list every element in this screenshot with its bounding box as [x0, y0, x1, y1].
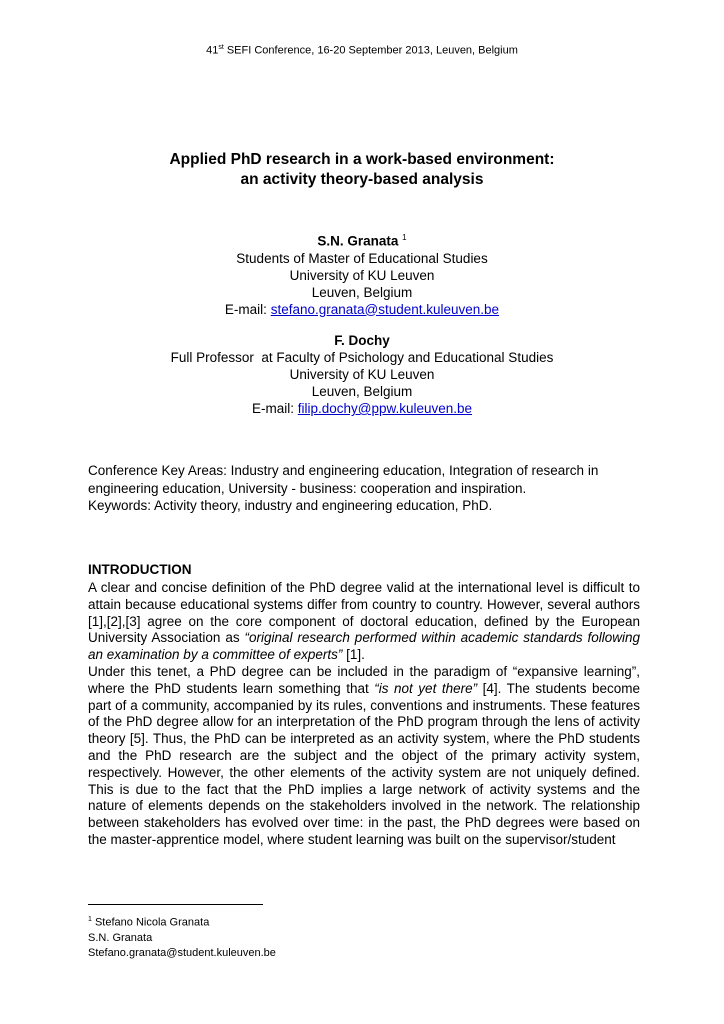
paper-title: [0, 150, 724, 190]
footnote-marker: 1: [402, 233, 407, 242]
section-heading-introduction: INTRODUCTION: [88, 562, 192, 577]
footnote-mark: 1: [88, 916, 92, 923]
paragraph-text: A clear and concise definition of the PhD degree valid at the international level is difficult to attain because educational systems differ from country to country. However, several authors [1],[2],[3] agree on the core component of doctoral education, defined by the European University Association as: [88, 580, 640, 646]
paper-metadata: [88, 462, 640, 515]
author-affiliation: Full Professor at Faculty of Psichology and Educational Studies: [170, 350, 554, 365]
author-email-link[interactable]: filip.dochy@ppw.kuleuven.be: [297, 401, 473, 416]
footnote-line-3: Stefano.granata@student.kuleuven.be: [88, 946, 276, 959]
keywords: Keywords: Activity theory, industry and engineering education, PhD.: [88, 498, 493, 513]
author-email-line: [0, 301, 724, 318]
quotation: “is not yet there”: [374, 680, 478, 696]
title-line-2: an activity theory-based analysis: [240, 171, 484, 188]
author-block-2: [0, 332, 724, 417]
conference-number: 41: [206, 44, 219, 57]
email-label: E-mail:: [251, 401, 298, 416]
paragraph: [88, 664, 640, 849]
footnote-text: Stefano Nicola Granata: [91, 916, 210, 929]
author-university: University of KU Leuven: [289, 367, 435, 382]
paragraph: [88, 580, 640, 664]
author-location: Leuven, Belgium: [311, 284, 413, 300]
paragraph-text: Under this tenet, a PhD degree can be included in the paradigm of “expansive learning”, where the PhD students learn something that: [88, 663, 640, 696]
quotation: “original research performed within academic standards following an examination by a committee of experts”: [88, 630, 641, 663]
conference-key-areas: Conference Key Areas: Industry and engineering education, Integration of research in engineering education, University - business: cooperation and inspiration.: [88, 463, 599, 496]
conference-ordinal: st: [218, 44, 224, 51]
footnote-divider: [88, 904, 263, 905]
author-email-link[interactable]: stefano.granata@student.kuleuven.be: [270, 301, 500, 317]
footnote-line-1: [88, 912, 276, 931]
introduction-body: [88, 580, 640, 849]
email-label: E-mail:: [224, 301, 271, 317]
conference-details: SEFI Conference, 16-20 September 2013, Leuven, Belgium: [223, 44, 518, 57]
author-location: Leuven, Belgium: [311, 384, 413, 399]
paragraph-text: [4]. The students become part of a community, accompanied by its rules, conventions and instruments. These features of the PhD degree allow for an interpretation of the PhD program through the lens of activity theory [5]. Thus, the PhD can be interpreted as an activity system, where the PhD students and the PhD research are the subject and the object of the primary activity system, respectively. However, the other elements of the activity system are not uniquely defined. This is due to the fact that the PhD implies a large network of activity systems and the nature of elements depends on the stakeholders involved in the network. The relationship between stakeholders has evolved over time: in the past, the PhD degrees were based on the master-apprentice model, where student learning was built on the supervisor/student: [88, 680, 641, 847]
citation-text: [1].: [342, 647, 365, 663]
author-university: University of KU Leuven: [289, 267, 435, 283]
title-line-1: Applied PhD research in a work-based environment:: [169, 151, 555, 168]
author-name: [0, 229, 724, 250]
author-email-line: [0, 400, 724, 417]
author-name-text: S.N. Granata: [317, 233, 399, 249]
footnote-line-2: S.N. Granata: [88, 931, 153, 944]
footnote: [88, 912, 276, 961]
author-block-1: [0, 229, 724, 318]
author-affiliation: Students of Master of Educational Studies: [236, 250, 488, 266]
author-name: F. Dochy: [334, 333, 390, 348]
conference-header: [0, 44, 724, 57]
